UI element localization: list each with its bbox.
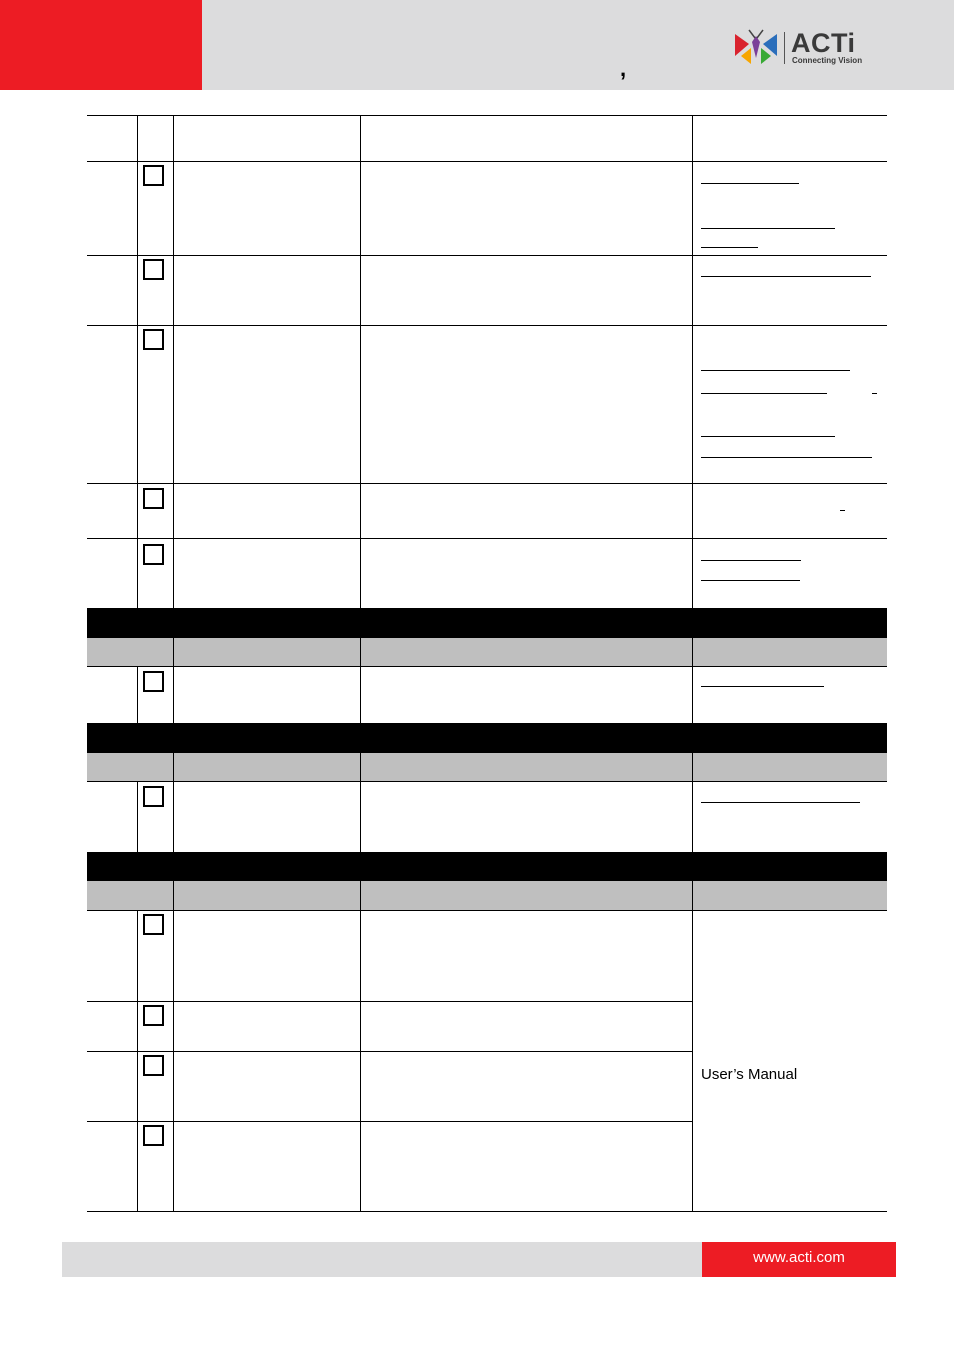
reference-link[interactable] [701,802,860,803]
reference-link[interactable] [701,183,799,184]
row-rule [87,910,887,911]
reference-link[interactable] [701,436,835,437]
col-rule [360,638,361,723]
col-rule [173,115,174,608]
section-header-bar [87,723,887,753]
column-header-bar [87,638,887,666]
header-red-block [0,0,202,90]
reference-link[interactable] [701,393,827,394]
col-rule [360,881,361,1211]
checkbox[interactable] [143,544,164,565]
acti-logo [733,28,873,68]
section-header-bar [87,608,887,638]
manual-reference: User’s Manual [701,1066,798,1083]
col-rule [173,638,174,723]
checkbox[interactable] [143,671,164,692]
reference-link[interactable] [701,580,800,581]
col-rule [692,881,693,1211]
reference-link[interactable] [701,247,758,248]
row-rule [87,1001,692,1002]
row-rule [87,666,887,667]
checkbox[interactable] [143,259,164,280]
col-rule [173,881,174,1211]
checkbox[interactable] [143,329,164,350]
col-rule [137,910,138,1211]
row-rule [87,781,887,782]
col-rule [360,115,361,608]
reference-link[interactable] [701,686,824,687]
checkbox[interactable] [143,1125,164,1146]
col-rule [173,753,174,852]
section-header-bar [87,852,887,881]
col-rule [137,666,138,723]
col-rule [360,753,361,852]
row-rule [87,538,887,539]
col-rule [692,753,693,852]
checkbox[interactable] [143,488,164,509]
row-rule [87,483,887,484]
footer-url[interactable]: www.acti.com [753,1249,845,1266]
butterfly-icon [733,28,779,68]
reference-link[interactable] [701,370,850,371]
row-rule [87,1051,692,1052]
col-rule [137,115,138,608]
logo-divider [784,32,785,64]
reference-link[interactable] [701,457,872,458]
header-comma: , [620,56,627,81]
row-rule [87,161,887,162]
reference-link[interactable] [701,560,801,561]
table-bottom-rule [87,1211,887,1212]
row-rule [87,1121,692,1122]
row-rule [87,325,887,326]
checkbox[interactable] [143,1055,164,1076]
col-rule [137,781,138,852]
row-rule [87,255,887,256]
col-rule [692,638,693,723]
logo-brand: ACTi [791,28,856,58]
column-header-bar [87,753,887,781]
checkbox[interactable] [143,165,164,186]
reference-link[interactable] [701,276,871,277]
reference-link[interactable] [701,228,835,229]
logo-tagline: Connecting Vision [792,56,863,65]
reference-link[interactable] [872,393,877,394]
reference-link[interactable] [840,510,845,511]
footer-gray-band [62,1242,702,1277]
table-top-rule [87,115,887,116]
checkbox[interactable] [143,786,164,807]
checkbox[interactable] [143,1005,164,1026]
column-header-bar [87,881,887,910]
col-rule [692,115,693,608]
checkbox[interactable] [143,914,164,935]
